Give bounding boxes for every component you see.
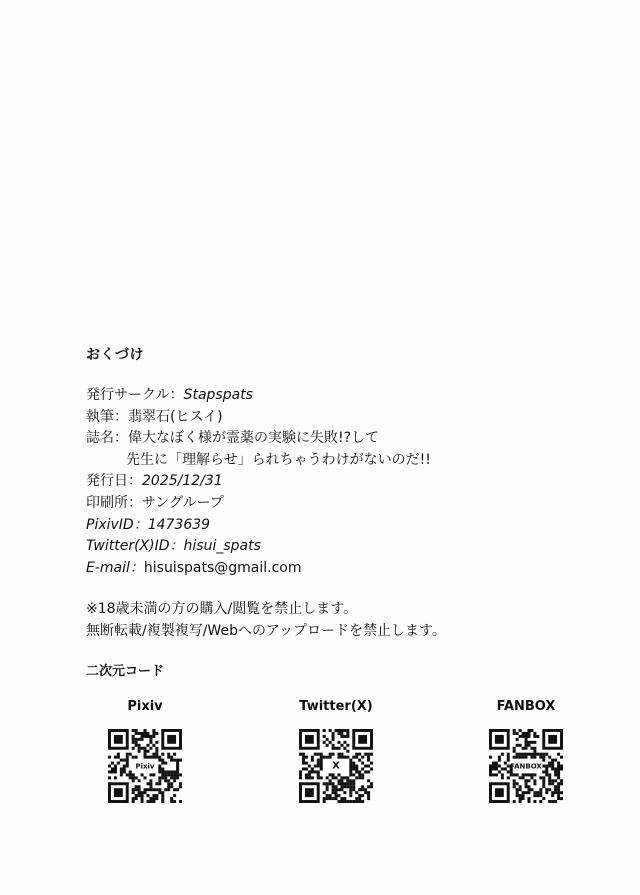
info-label: PixivID： xyxy=(86,516,148,533)
qr-code-graphic xyxy=(108,729,182,803)
copyright-notice: 無断転載/複製複写/Webへのアップロードを禁止します。 xyxy=(86,622,446,639)
info-value: hisuispats@gmail.com xyxy=(143,559,302,576)
info-label: Twitter(X)ID： xyxy=(86,538,184,555)
colophon-heading: おくづけ xyxy=(86,347,144,363)
notices xyxy=(86,599,606,642)
info-circle xyxy=(86,385,606,407)
colophon xyxy=(86,344,606,643)
info-label: 執筆： xyxy=(86,408,128,425)
info-label: 誌名： xyxy=(86,430,128,447)
qr-twitter xyxy=(271,697,401,803)
info-twitter-id xyxy=(86,536,606,558)
qr-code-graphic xyxy=(489,729,563,803)
info-author xyxy=(86,407,606,429)
publication-info xyxy=(86,385,606,579)
qr-fanbox xyxy=(461,697,591,803)
age-restriction-notice: ※18歳未満の方の購入/閲覧を禁止します。 xyxy=(86,601,358,618)
info-label: E-mail： xyxy=(86,559,144,576)
qr-label: Twitter(X) xyxy=(299,699,373,714)
info-printer xyxy=(86,493,606,515)
info-label: 発行サークル： xyxy=(86,387,184,403)
info-value: 2025/12/31 xyxy=(142,473,223,490)
info-value: 先生に「理解らせ」られちゃうわけがないのだ!! xyxy=(126,451,431,468)
qr-code-pixiv[interactable] xyxy=(108,729,182,803)
info-label: 発行日： xyxy=(86,473,142,490)
info-pixiv-id xyxy=(86,515,606,537)
info-label: 印刷所： xyxy=(86,494,142,511)
qr-code-twitter[interactable] xyxy=(299,729,373,803)
info-title-continued xyxy=(86,450,606,472)
info-value: 翡翠石(ヒスイ) xyxy=(128,408,223,425)
info-value: Stapspats xyxy=(183,387,253,403)
qr-label: Pixiv xyxy=(127,699,163,714)
qr-section-heading: 二次元コード xyxy=(86,664,165,679)
qr-label: FANBOX xyxy=(496,699,556,714)
qr-pixiv xyxy=(80,697,210,803)
qr-center-label: Pixiv xyxy=(135,762,155,771)
info-value: 1473639 xyxy=(147,516,211,533)
info-title xyxy=(86,428,606,450)
info-date xyxy=(86,471,606,493)
info-email xyxy=(86,558,606,580)
info-value: hisui_spats xyxy=(183,538,261,555)
qr-code-fanbox[interactable] xyxy=(489,729,563,803)
qr-code-graphic xyxy=(299,729,373,803)
info-value: 偉大なぼく様が霊薬の実験に失敗!?して xyxy=(128,430,380,447)
info-value: サングループ xyxy=(142,494,224,511)
qr-center-label: X xyxy=(332,760,340,772)
qr-center-label: FANBOX xyxy=(510,762,542,771)
